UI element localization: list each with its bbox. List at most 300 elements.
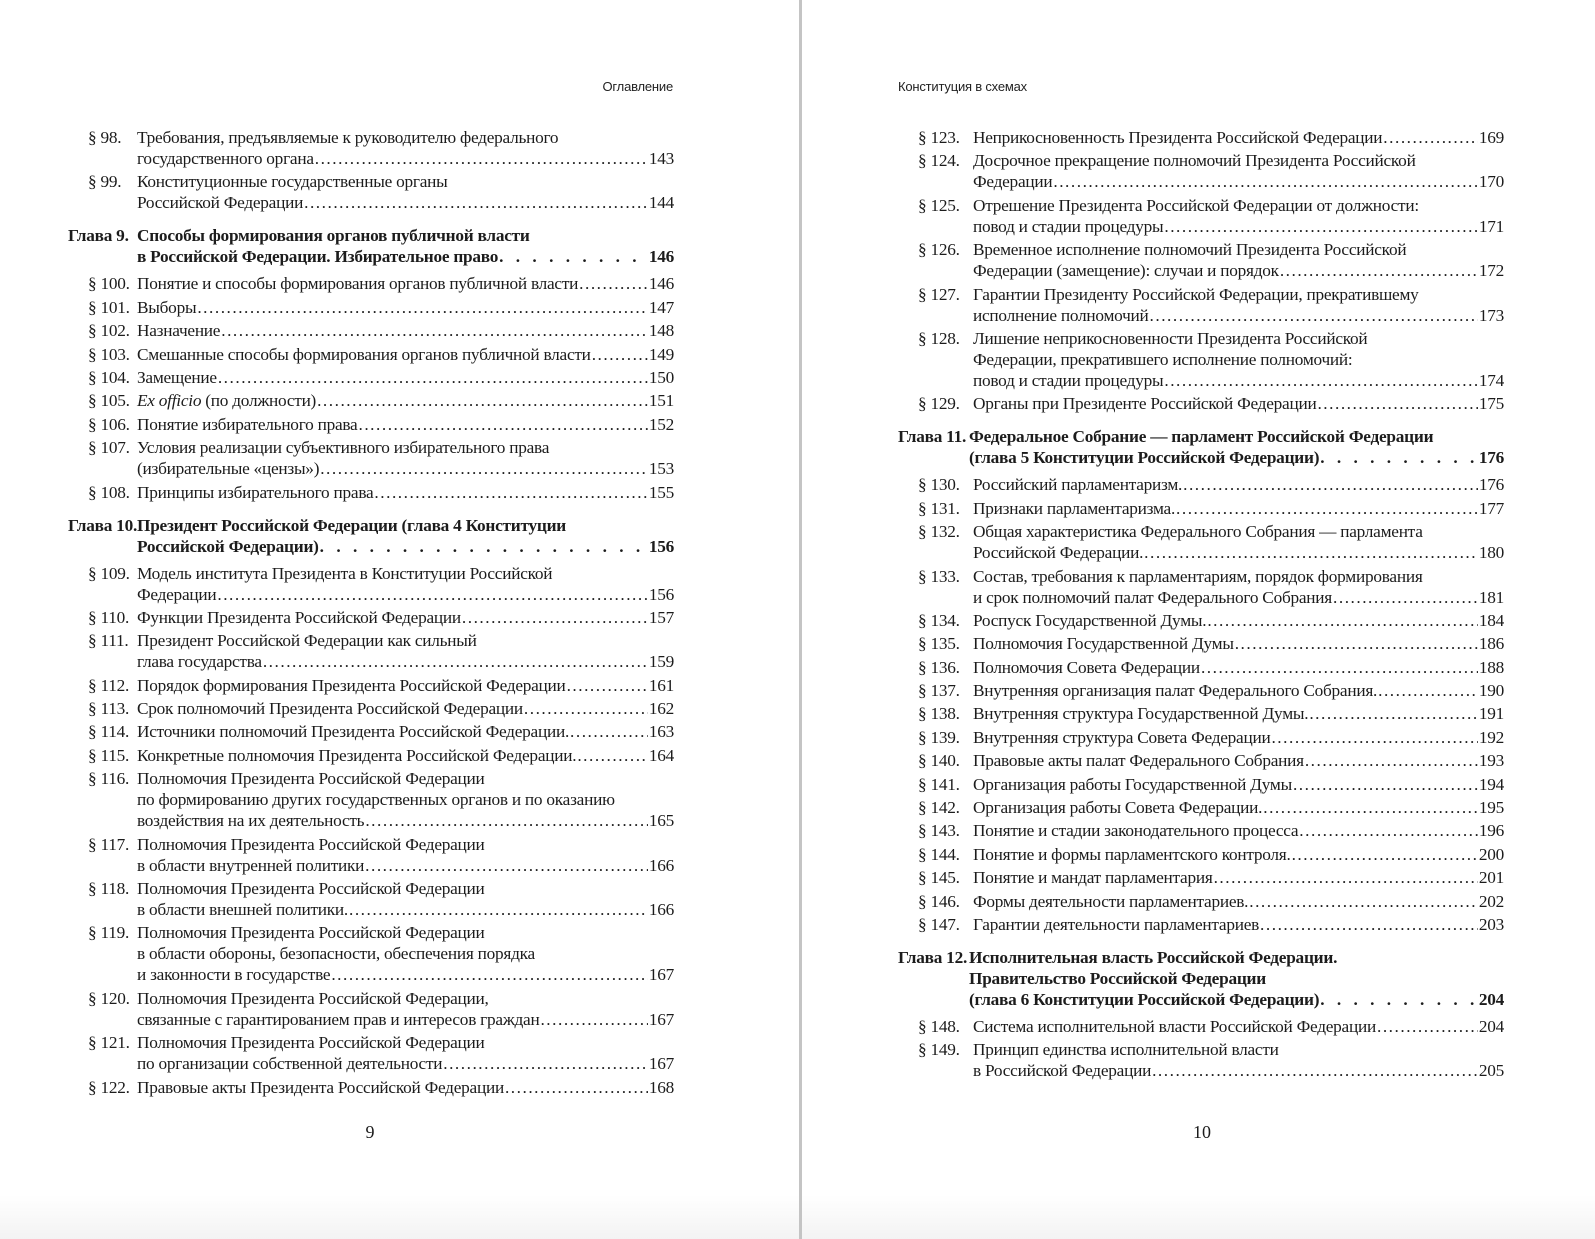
entry-page-number: 177 [1478, 498, 1504, 518]
entry-title-line: Досрочное прекращение полномочий Президента Российской [973, 151, 1416, 171]
page-right [802, 0, 1595, 1239]
entry-title-text-content: Понятие и стадии законодательного процесса [973, 821, 1299, 841]
dot-leader [505, 1077, 648, 1098]
toc-section-entry[interactable] [898, 774, 1504, 795]
entry-number: § 138. [918, 704, 960, 724]
entry-number: § 105. [88, 391, 130, 411]
dot-leader [1260, 914, 1478, 935]
entry-page-number: 195 [1478, 798, 1504, 818]
toc-section-entry[interactable] [898, 703, 1504, 724]
entry-title-text [973, 727, 1270, 748]
dot-leader [1207, 610, 1478, 631]
toc-section-entry[interactable] [898, 393, 1504, 414]
dot-leader [365, 810, 648, 831]
entry-title [969, 426, 1504, 468]
entry-title-last-line [137, 246, 674, 267]
entry-number: Глава 12. [898, 947, 968, 967]
toc-section-entry[interactable] [898, 657, 1504, 678]
entry-title-text [973, 393, 1316, 414]
entry-title-text-content: глава государства [137, 652, 262, 672]
dot-leader [331, 964, 647, 985]
entry-title-text-content: (глава 5 Конституции Российской Федерации) [969, 448, 1320, 468]
entry-title-last-line [973, 914, 1504, 935]
entry-title [137, 878, 674, 920]
entry-page-number: 191 [1478, 704, 1504, 724]
entry-title-text-content: воздействия на их деятельность [137, 811, 365, 831]
toc-section-entry[interactable] [68, 320, 674, 341]
toc-section-entry[interactable] [68, 878, 674, 920]
entry-title-text-content: в Российской Федерации. Избирательное право [137, 247, 499, 267]
toc-section-entry[interactable] [68, 390, 674, 411]
entry-number: § 99. [88, 172, 122, 192]
entry-title-text [137, 273, 578, 294]
entry-page-number: 172 [1478, 261, 1504, 281]
entry-page-number: 167 [648, 965, 674, 985]
toc-section-entry[interactable] [898, 498, 1504, 519]
entry-title-line: Правительство Российской Федерации [969, 968, 1266, 988]
toc-section-entry[interactable] [898, 566, 1504, 608]
entry-title [973, 498, 1504, 519]
toc-section-entry[interactable] [68, 698, 674, 719]
entry-page-number: 165 [648, 811, 674, 831]
entry-title-last-line [973, 370, 1504, 391]
dot-leader [1150, 305, 1478, 326]
toc-section-entry[interactable] [68, 171, 674, 213]
entry-title-last-line [973, 657, 1504, 678]
toc-section-entry[interactable] [898, 680, 1504, 701]
entry-title-text-content: Правовые акты Президента Российской Федерации [137, 1077, 504, 1097]
toc-section-entry[interactable] [898, 239, 1504, 281]
entry-title-last-line [137, 192, 674, 213]
dot-leader [499, 246, 648, 267]
entry-title-last-line [137, 584, 674, 605]
dot-leader [365, 855, 648, 876]
entry-title-line: Конституционные государственные органы [137, 172, 448, 192]
dot-leader [217, 584, 647, 605]
entry-number: § 118. [88, 879, 130, 899]
entry-number: § 113. [88, 699, 130, 719]
entry-title [973, 239, 1504, 281]
entry-title-last-line [973, 260, 1504, 281]
toc-section-entry[interactable] [68, 414, 674, 435]
entry-title [137, 745, 674, 766]
entry-title [137, 127, 674, 169]
entry-title-last-line [137, 899, 674, 920]
entry-title-text-content: Организация работы Совета Федерации. [973, 798, 1263, 818]
entry-title [973, 657, 1504, 678]
dot-leader [1053, 171, 1477, 192]
entry-page-number: 155 [648, 482, 674, 502]
entry-title-last-line [973, 750, 1504, 771]
toc-section-entry[interactable] [68, 273, 674, 294]
entry-title-last-line [973, 820, 1504, 841]
entry-number: § 132. [918, 522, 960, 542]
entry-title-text [973, 680, 1377, 701]
entry-title-text-content: Внутренняя структура Совета Федерации [973, 727, 1271, 747]
entry-page-number: 180 [1478, 543, 1504, 563]
entry-title-text [137, 698, 523, 719]
entry-title-text [137, 651, 262, 672]
entry-title-last-line [137, 367, 674, 388]
entry-title [137, 482, 674, 503]
entry-title [137, 768, 674, 831]
entry-title-last-line [137, 1077, 674, 1098]
toc-section-entry[interactable] [898, 844, 1504, 865]
entry-title-text [137, 584, 216, 605]
entry-title [137, 414, 674, 435]
entry-number: § 112. [88, 675, 130, 695]
entry-title [137, 390, 674, 411]
entry-title-line: Федеральное Собрание — парламент Российской Федерации [969, 427, 1434, 447]
entry-title-last-line [137, 675, 674, 696]
dot-leader [304, 192, 648, 213]
entry-title-line: Условия реализации субъективного избирательного права [137, 438, 550, 458]
entry-title [137, 344, 674, 365]
entry-title-text [973, 542, 1143, 563]
entry-page-number: 168 [648, 1077, 674, 1097]
dot-leader [1309, 703, 1478, 724]
toc-section-entry[interactable] [898, 474, 1504, 495]
entry-title-text-content: Российский парламентаризм. [973, 475, 1183, 495]
dot-leader [462, 607, 648, 628]
entry-title-last-line [137, 1053, 674, 1074]
dot-leader [218, 367, 648, 388]
entry-number: § 119. [88, 923, 130, 943]
entry-title-text-content: Формы деятельности парламентариев. [973, 891, 1249, 911]
entry-page-number: 147 [648, 297, 674, 317]
entry-title [973, 680, 1504, 701]
dot-leader [315, 148, 648, 169]
toc-section-entry[interactable] [898, 867, 1504, 888]
entry-title-text [973, 474, 1182, 495]
entry-title [137, 437, 674, 479]
toc-section-entry[interactable] [898, 820, 1504, 841]
entry-title-text [973, 127, 1382, 148]
entry-page-number: 167 [648, 1054, 674, 1074]
toc-section-entry[interactable] [898, 1016, 1504, 1037]
entry-title-last-line [973, 891, 1504, 912]
toc-chapter-entry[interactable] [898, 947, 1504, 1010]
entry-title-last-line [137, 855, 674, 876]
toc-section-entry[interactable] [898, 914, 1504, 935]
entry-number: § 126. [918, 240, 960, 260]
toc-section-entry[interactable] [68, 482, 674, 503]
toc-section-entry[interactable] [68, 607, 674, 628]
toc-chapter-entry[interactable] [898, 426, 1504, 468]
entry-page-number: 151 [648, 391, 674, 411]
entry-number: § 127. [918, 284, 960, 304]
entry-title-text [137, 964, 330, 985]
toc-section-entry[interactable] [898, 633, 1504, 654]
entry-title-text-content: Федерации (замещение): случаи и порядок [973, 261, 1279, 281]
entry-title-last-line [137, 390, 674, 411]
toc-chapter-entry[interactable] [68, 225, 674, 267]
entry-number: § 108. [88, 482, 130, 502]
entry-title-last-line [973, 542, 1504, 563]
entry-page-number: 194 [1478, 774, 1504, 794]
entry-page-number: 157 [648, 607, 674, 627]
entry-title-last-line [137, 482, 674, 503]
toc-section-entry[interactable] [898, 150, 1504, 192]
entry-page-number: 148 [648, 321, 674, 341]
toc-section-entry[interactable] [898, 727, 1504, 748]
dot-leader [1377, 1016, 1478, 1037]
entry-title [137, 721, 674, 742]
toc-section-entry[interactable] [68, 344, 674, 365]
toc-section-entry[interactable] [68, 297, 674, 318]
entry-title [973, 150, 1504, 192]
entry-page-number: 166 [648, 900, 674, 920]
entry-number: § 100. [88, 274, 130, 294]
entry-title [973, 127, 1504, 148]
toc-section-entry[interactable] [898, 610, 1504, 631]
dot-leader [1317, 393, 1477, 414]
dot-leader [374, 482, 647, 503]
entry-title-text [973, 370, 1163, 391]
dot-leader [1144, 542, 1478, 563]
entry-number: Глава 10. [68, 515, 138, 535]
dot-leader [577, 745, 648, 766]
entry-title-last-line [973, 703, 1504, 724]
entry-page-number: 184 [1478, 610, 1504, 630]
entry-page-number: 193 [1478, 751, 1504, 771]
page-number: 10 [1193, 1122, 1211, 1142]
entry-title-text [969, 447, 1319, 468]
entry-title-line: Общая характеристика Федерального Собрания — парламента [973, 522, 1423, 542]
entry-page-number: 169 [1478, 128, 1504, 147]
dot-leader [1320, 989, 1478, 1010]
toc-section-entry[interactable] [898, 127, 1504, 148]
entry-title-last-line [137, 745, 674, 766]
entry-title [137, 367, 674, 388]
entry-page-number: 204 [1478, 989, 1504, 1009]
entry-page-number: 173 [1478, 305, 1504, 325]
toc-section-entry[interactable] [68, 988, 674, 1030]
entry-title [973, 774, 1504, 795]
entry-title [973, 727, 1504, 748]
entry-title-last-line [137, 810, 674, 831]
running-head: Конституция в схемах [898, 79, 1027, 94]
entry-number: § 104. [88, 367, 130, 387]
entry-title [973, 284, 1504, 326]
entry-title-text-content: Российской Федерации. [973, 543, 1144, 563]
dot-leader [1320, 447, 1478, 468]
entry-title [137, 171, 674, 213]
entry-page-number: 186 [1478, 634, 1504, 654]
entry-number: § 144. [918, 844, 960, 864]
entry-title-italic: Ex officio [137, 391, 202, 411]
dot-leader [1183, 474, 1478, 495]
dot-leader [349, 899, 648, 920]
entry-title-last-line [973, 844, 1504, 865]
dot-leader [1152, 1060, 1478, 1081]
toc-section-entry[interactable] [68, 922, 674, 985]
entry-title-line: Исполнительная власть Российской Федерации. [969, 947, 1338, 967]
entry-title-text [973, 657, 1200, 678]
entry-title-text [973, 750, 1304, 771]
entry-title-text [137, 1077, 504, 1098]
toc-section-entry[interactable] [898, 1039, 1504, 1081]
entry-page-number: 146 [648, 247, 674, 267]
entry-page-number: 159 [648, 652, 674, 672]
entry-title-text-content: исполнение полномочий [973, 305, 1149, 325]
entry-title [973, 1016, 1504, 1037]
entry-title-last-line [973, 305, 1504, 326]
entry-number: § 121. [88, 1033, 130, 1053]
entry-page-number: 170 [1478, 172, 1504, 192]
toc-section-entry[interactable] [898, 521, 1504, 563]
entry-title-last-line [137, 320, 674, 341]
entry-title-last-line [969, 989, 1504, 1010]
entry-title-text-content: Российской Федерации) [137, 536, 319, 556]
toc-section-entry[interactable] [68, 1077, 674, 1098]
entry-title [973, 474, 1504, 495]
toc-section-entry[interactable] [68, 127, 674, 169]
entry-number: § 111. [88, 631, 129, 651]
entry-title-last-line [973, 127, 1504, 148]
dot-leader [570, 721, 648, 742]
dot-leader [320, 536, 648, 557]
entry-title [137, 273, 674, 294]
dot-leader [1263, 797, 1478, 818]
entry-page-number: 200 [1478, 844, 1504, 864]
entry-title-last-line [973, 774, 1504, 795]
entry-title [973, 566, 1504, 608]
entry-number: § 124. [918, 151, 960, 171]
dot-leader [1293, 774, 1478, 795]
dot-leader [358, 414, 647, 435]
entry-title [973, 797, 1504, 818]
entry-title-text-content: повод и стадии процедуры [973, 216, 1164, 236]
entry-title [137, 225, 674, 267]
entry-page-number: 176 [1478, 475, 1504, 495]
toc-section-entry[interactable] [68, 745, 674, 766]
entry-title-text [973, 703, 1308, 724]
toc-section-entry[interactable] [898, 284, 1504, 326]
dot-leader [317, 390, 648, 411]
entry-title-text-content: связанные с гарантированием прав и интересов граждан [137, 1009, 540, 1029]
entry-title [137, 320, 674, 341]
entry-title-text-content: Понятие и мандат парламентария [973, 868, 1213, 888]
entry-page-number: 202 [1478, 891, 1504, 911]
entry-title-text [973, 305, 1149, 326]
entry-title [973, 820, 1504, 841]
entry-title-text [137, 855, 364, 876]
entry-title [137, 515, 674, 557]
entry-title-text-content: Порядок формирования Президента Российской Федерации [137, 675, 566, 695]
entry-page-number: 150 [648, 367, 674, 387]
entry-number: § 139. [918, 727, 960, 747]
toc-section-entry[interactable] [68, 367, 674, 388]
entry-title [973, 750, 1504, 771]
entry-number: § 148. [918, 1016, 960, 1036]
entry-title-text [137, 344, 591, 365]
entry-title-text-content: Внутренняя структура Государственной Думы. [973, 704, 1309, 724]
table-of-contents [898, 127, 1504, 1084]
entry-title-last-line [973, 587, 1504, 608]
toc-section-entry[interactable] [898, 328, 1504, 391]
toc-section-entry[interactable] [898, 891, 1504, 912]
entry-number: § 125. [918, 195, 960, 215]
entry-title-text-content: в Российской Федерации [973, 1061, 1152, 1081]
entry-number: § 136. [918, 657, 960, 677]
entry-title [137, 675, 674, 696]
entry-number: § 129. [918, 394, 960, 414]
toc-section-entry[interactable] [898, 750, 1504, 771]
toc-section-entry[interactable] [68, 563, 674, 605]
toc-section-entry[interactable] [898, 797, 1504, 818]
entry-page-number: 174 [1478, 370, 1504, 390]
entry-title-text-content: Функции Президента Российской Федерации [137, 607, 461, 627]
entry-number: § 135. [918, 634, 960, 654]
entry-title-text-content: в области внутренней политики [137, 855, 365, 875]
entry-number: § 98. [88, 128, 122, 147]
entry-title-text-content: Федерации [137, 584, 217, 604]
entry-title [973, 393, 1504, 414]
entry-title-line: Гарантии Президенту Российской Федерации, прекратившему [973, 284, 1419, 304]
dot-leader [1214, 867, 1478, 888]
entry-title-text-content: Понятие и формы парламентского контроля. [973, 844, 1291, 864]
toc-section-entry[interactable] [68, 834, 674, 876]
entry-title [137, 1032, 674, 1074]
dot-leader [221, 320, 648, 341]
toc-section-entry[interactable] [68, 721, 674, 742]
entry-title-last-line [973, 216, 1504, 237]
entry-title [969, 947, 1504, 1010]
entry-title-last-line [137, 721, 674, 742]
toc-section-entry[interactable] [68, 437, 674, 479]
entry-page-number: 163 [648, 722, 674, 742]
dot-leader [540, 1009, 647, 1030]
entry-title-last-line [137, 344, 674, 365]
entry-title-text [973, 914, 1259, 935]
entry-number: § 101. [88, 297, 130, 317]
entry-title-text [137, 745, 576, 766]
entry-number: § 128. [918, 328, 960, 348]
entry-number: § 149. [918, 1040, 960, 1060]
entry-number: § 133. [918, 566, 960, 586]
toc-section-entry[interactable] [68, 768, 674, 831]
toc-section-entry[interactable] [68, 630, 674, 672]
entry-title-last-line [973, 797, 1504, 818]
toc-chapter-entry[interactable] [68, 515, 674, 557]
toc-section-entry[interactable] [898, 195, 1504, 237]
entry-title-text-content: (глава 6 Конституции Российской Федерации) [969, 989, 1320, 1009]
entry-title-text-content: Правовые акты палат Федерального Собрания [973, 751, 1304, 771]
toc-section-entry[interactable] [68, 1032, 674, 1074]
entry-title-last-line [137, 651, 674, 672]
entry-title-line: в области обороны, безопасности, обеспечения порядка [137, 944, 535, 964]
toc-section-entry[interactable] [68, 675, 674, 696]
entry-title [973, 1039, 1504, 1081]
dot-leader [197, 297, 648, 318]
entry-number: § 123. [918, 128, 960, 147]
entry-title-text-content: Понятие и способы формирования органов публичной власти [137, 274, 579, 294]
entry-title [973, 867, 1504, 888]
entry-page-number: 196 [1478, 821, 1504, 841]
entry-title-last-line [973, 171, 1504, 192]
dot-leader [567, 675, 648, 696]
entry-title [973, 844, 1504, 865]
entry-page-number: 203 [1478, 914, 1504, 934]
entry-title-line: Полномочия Президента Российской Федерации [137, 923, 485, 943]
entry-title-line: Полномочия Президента Российской Федерации [137, 834, 485, 854]
entry-title-text [137, 810, 364, 831]
entry-title-text [137, 1053, 442, 1074]
entry-title-text-content: Неприкосновенность Президента Российской Федерации [973, 128, 1383, 147]
entry-page-number: 144 [648, 193, 674, 213]
entry-title-text-content: Федерации [973, 172, 1053, 192]
